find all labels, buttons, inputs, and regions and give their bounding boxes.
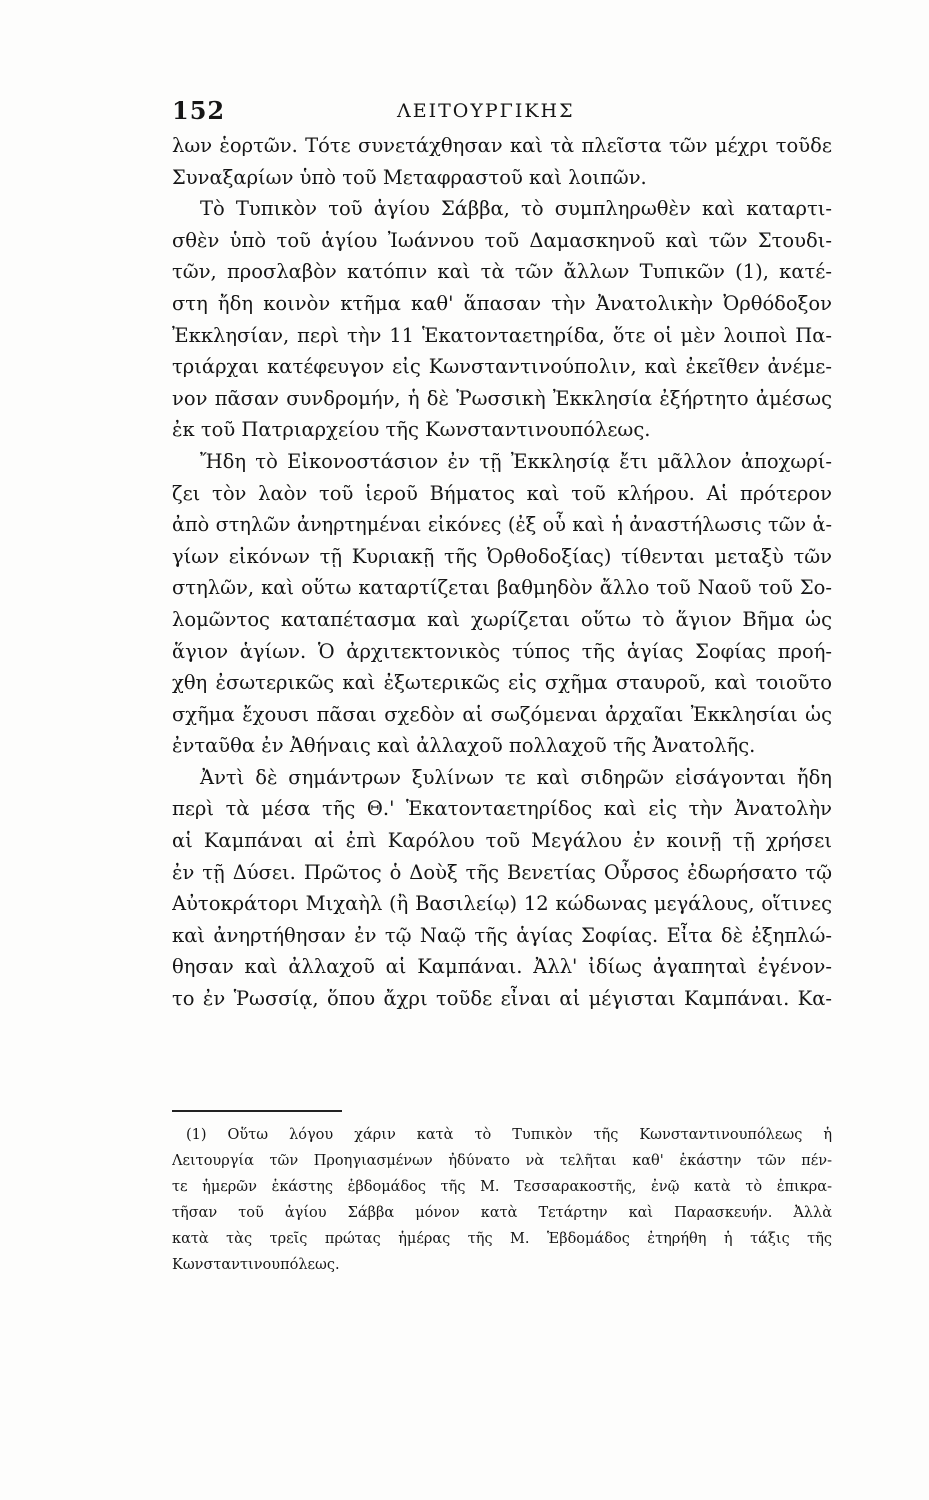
text-line: ἐν τῇ Δύσει. Πρῶτος ὁ Δοὺξ τῆς Βενετίας Οὖρσος ἐδωρήσατο τῷ: [172, 860, 832, 884]
text-line: στη ἤδη κοινὸν κτῆμα καθ' ἅπασαν τὴν Ἀνατολικὴν Ὀρθόδοξον: [172, 291, 832, 315]
text-line: ἀπὸ στηλῶν ἀνηρτημέναι εἰκόνες (ἐξ οὗ καὶ ἡ ἀναστήλωσις τῶν ἁ-: [172, 513, 832, 537]
footnote-line: κατὰ τὰς τρεῖς πρώτας ἡμέρας τῆς Μ. Ἑβδομάδος ἐτηρήθη ἡ τάξις τῆς: [172, 1231, 832, 1247]
body-text: [172, 130, 832, 1015]
text-line: Αὐτοκράτορι Μιχαὴλ (ἢ Βασιλείῳ) 12 κώδωνας μεγάλους, οἵτινες: [172, 892, 832, 916]
text-line: Ἀντὶ δὲ σημάντρων ξυλίνων τε καὶ σιδηρῶν εἰσάγονται ἤδη: [200, 765, 832, 789]
page-header: [172, 96, 832, 132]
text-line: λομῶντος καταπέτασμα καὶ χωρίζεται οὕτω τὸ ἅγιον Βῆμα ὡς: [172, 607, 832, 631]
text-line: Συναξαρίων ὑπὸ τοῦ Μεταφραστοῦ καὶ λοιπῶν.: [172, 165, 647, 189]
text-line: περὶ τὰ μέσα τῆς Θ.' Ἑκατονταετηρίδος καὶ εἰς τὴν Ἀνατολὴν: [172, 797, 832, 821]
text-line: Ἐκκλησίαν, περὶ τὴν 11 Ἑκατονταετηρίδα, ὅτε οἱ μὲν λοιποὶ Πα-: [172, 323, 832, 347]
footnote-line: τῆσαν τοῦ ἁγίου Σάββα μόνον κατὰ Τετάρτην καὶ Παρασκευήν. Ἀλλὰ: [172, 1205, 832, 1221]
page-number: 152: [172, 96, 226, 125]
footnote-line: (1) Οὕτω λόγου χάριν κατὰ τὸ Τυπικὸν τῆς Κωνσταντινουπόλεως ἡ: [186, 1127, 832, 1143]
text-line: τριάρχαι κατέφευγον εἰς Κωνσταντινούπολιν, καὶ ἐκεῖθεν ἀνέμε-: [172, 355, 832, 379]
footnote-divider: [172, 1110, 342, 1112]
text-line: ἐνταῦθα ἐν Ἀθήναις καὶ ἀλλαχοῦ πολλαχοῦ τῆς Ἀνατολῆς.: [172, 734, 756, 758]
text-line: ἐκ τοῦ Πατριαρχείου τῆς Κωνσταντινουπόλεως.: [172, 418, 651, 442]
text-line: αἱ Καμπάναι αἱ ἐπὶ Καρόλου τοῦ Μεγάλου ἐν κοινῇ τῇ χρήσει: [172, 829, 832, 853]
text-line: σχῆμα ἔχουσι πᾶσαι σχεδὸν αἱ σωζόμεναι ἀρχαῖαι Ἐκκλησίαι ὡς: [172, 702, 832, 726]
text-line: νον πᾶσαν συνδρομήν, ἡ δὲ Ῥωσσικὴ Ἐκκλησία ἐξήρτητο ἀμέσως: [172, 386, 832, 410]
text-line: Τὸ Τυπικὸν τοῦ ἁγίου Σάββα, τὸ συμπληρωθὲν καὶ καταρτι-: [200, 197, 832, 221]
text-line: σθὲν ὑπὸ τοῦ ἁγίου Ἰωάννου τοῦ Δαμασκηνοῦ καὶ τῶν Στουδι-: [172, 228, 832, 252]
text-line: καὶ ἀνηρτήθησαν ἐν τῷ Ναῷ τῆς ἁγίας Σοφίας. Εἶτα δὲ ἐξηπλώ-: [172, 923, 832, 947]
running-head: ΛΕΙΤΟΥΡΓΙΚΗΣ: [397, 100, 575, 122]
text-line: το ἐν Ῥωσσίᾳ, ὅπου ἄχρι τοῦδε εἶναι αἱ μέγισται Καμπάναι. Κα-: [172, 987, 832, 1011]
footnote-line: Κωνσταντινουπόλεως.: [172, 1257, 340, 1273]
text-line: γίων εἰκόνων τῇ Κυριακῇ τῆς Ὀρθοδοξίας) τίθενται μεταξὺ τῶν: [172, 544, 832, 568]
text-line: χθη ἐσωτερικῶς καὶ ἐξωτερικῶς εἰς σχῆμα σταυροῦ, καὶ τοιοῦτο: [172, 671, 832, 695]
footnote-line: τε ἡμερῶν ἑκάστης ἑβδομάδος τῆς Μ. Τεσσαρακοστῆς, ἐνῷ κατὰ τὸ ἐπικρα-: [172, 1179, 832, 1195]
text-line: Ἤδη τὸ Εἰκονοστάσιον ἐν τῇ Ἐκκλησίᾳ ἔτι μᾶλλον ἀποχωρί-: [200, 449, 832, 473]
text-line: ζει τὸν λαὸν τοῦ ἱεροῦ Βήματος καὶ τοῦ κλήρου. Αἱ πρότερον: [172, 481, 832, 505]
text-line: τῶν, προσλαβὸν κατόπιν καὶ τὰ τῶν ἄλλων Τυπικῶν (1), κατέ-: [172, 260, 832, 284]
footnotes: [172, 1122, 832, 1278]
text-line: στηλῶν, καὶ οὕτω καταρτίζεται βαθμηδὸν ἄλλο τοῦ Ναοῦ τοῦ Σο-: [172, 576, 832, 600]
text-line: ἅγιον ἁγίων. Ὁ ἀρχιτεκτονικὸς τύπος τῆς ἁγίας Σοφίας προή-: [172, 639, 832, 663]
footnote-line: Λειτουργία τῶν Προηγιασμένων ἠδύνατο νὰ τελῆται καθ' ἑκάστην τῶν πέν-: [172, 1153, 832, 1169]
text-line: λων ἑορτῶν. Τότε συνετάχθησαν καὶ τὰ πλεῖστα τῶν μέχρι τοῦδε: [172, 134, 832, 157]
text-line: θησαν καὶ ἀλλαχοῦ αἱ Καμπάναι. Ἀλλ' ἰδίως ἀγαπηταὶ ἐγένον-: [172, 955, 832, 979]
